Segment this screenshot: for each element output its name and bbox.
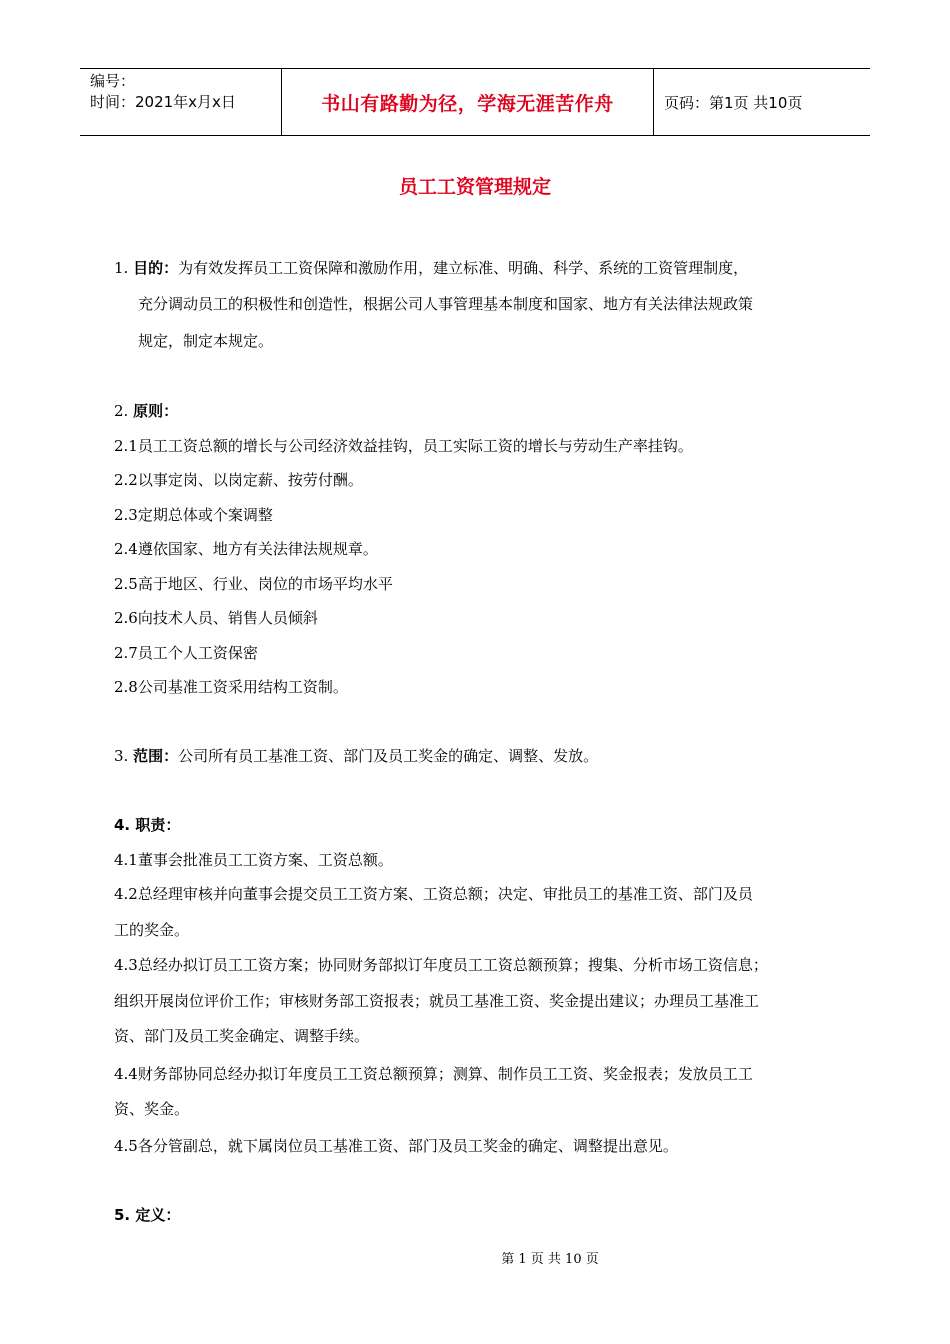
paragraph-line: 4.4财务部协同总经办拟订年度员工工资总额预算；测算、制作员工工资、奖金报表；发放员工工 [114, 1065, 753, 1083]
paragraph-line: 4.2总经理审核并向董事会提交员工工资方案、工资总额；决定、审批员工的基准工资、部门及员 [114, 885, 753, 903]
list-item: 2.8公司基准工资采用结构工资制。 [114, 678, 348, 696]
section-1-heading: 目的： [133, 259, 179, 277]
document-header [80, 68, 870, 136]
page-info: 页码：第1页 共10页 [664, 93, 803, 112]
paragraph-line: 组织开展岗位评价工作；审核财务部工资报表；就员工基准工资、奖金提出建议；办理员工基准工 [114, 992, 760, 1010]
section-3-line [114, 746, 598, 766]
paragraph-line: 4.3总经办拟订员工工资方案；协同财务部拟订年度员工工资总额预算；搜集、分析市场工资信息； [114, 956, 768, 974]
page-footer: 第 1 页 共 10 页 [501, 1252, 599, 1267]
list-item: 2.1员工工资总额的增长与公司经济效益挂钩，员工实际工资的增长与劳动生产率挂钩。 [114, 437, 693, 455]
header-page-cell [654, 69, 870, 135]
date-label: 时间：2021年x月x日 [90, 93, 236, 111]
list-item: 2.2以事定岗、以岗定薪、按劳付酬。 [114, 471, 363, 489]
section-5-heading: 5. 定义： [114, 1206, 181, 1224]
section-1-line-2: 充分调动员工的积极性和创造性，根据公司人事管理基本制度和国家、地方有关法律法规政策 [138, 295, 754, 313]
paragraph-line: 4.1董事会批准员工工资方案、工资总额。 [114, 851, 393, 869]
list-item: 2.5高于地区、行业、岗位的市场平均水平 [114, 575, 393, 593]
section-4-heading: 4. 职责： [114, 816, 181, 834]
list-item: 2.3定期总体或个案调整 [114, 506, 273, 524]
header-meta-cell [80, 69, 282, 135]
section-1-text-1: 为有效发挥员工工资保障和激励作用，建立标准、明确、科学、系统的工资管理制度， [178, 259, 749, 277]
section-3-text: 公司所有员工基准工资、部门及员工奖金的确定、调整、发放。 [178, 747, 599, 765]
paragraph-line: 资、奖金。 [114, 1100, 190, 1118]
paragraph-line: 资、部门及员工奖金确定、调整手续。 [114, 1027, 370, 1045]
list-item: 2.4遵依国家、地方有关法律法规规章。 [114, 540, 378, 558]
section-3-number: 3. [114, 747, 129, 765]
section-2-heading-line [114, 401, 178, 421]
code-label: 编号： [90, 72, 136, 90]
section-1-number: 1. [114, 259, 129, 277]
section-1-line-3: 规定，制定本规定。 [138, 332, 274, 350]
list-item: 2.6向技术人员、销售人员倾斜 [114, 609, 318, 627]
section-1-line-1 [114, 258, 748, 278]
document-title: 员工工资管理规定 [398, 176, 551, 198]
section-2-number: 2. [114, 402, 129, 420]
motto-text: 书山有路勤为径，学海无涯苦作舟 [321, 92, 614, 115]
section-3-heading: 范围： [133, 747, 179, 765]
header-motto-cell [282, 69, 654, 135]
list-item: 2.7员工个人工资保密 [114, 644, 258, 662]
section-2-heading: 原则： [133, 402, 179, 420]
paragraph-line: 4.5各分管副总，就下属岗位员工基准工资、部门及员工奖金的确定、调整提出意见。 [114, 1137, 678, 1155]
paragraph-line: 工的奖金。 [114, 921, 190, 939]
